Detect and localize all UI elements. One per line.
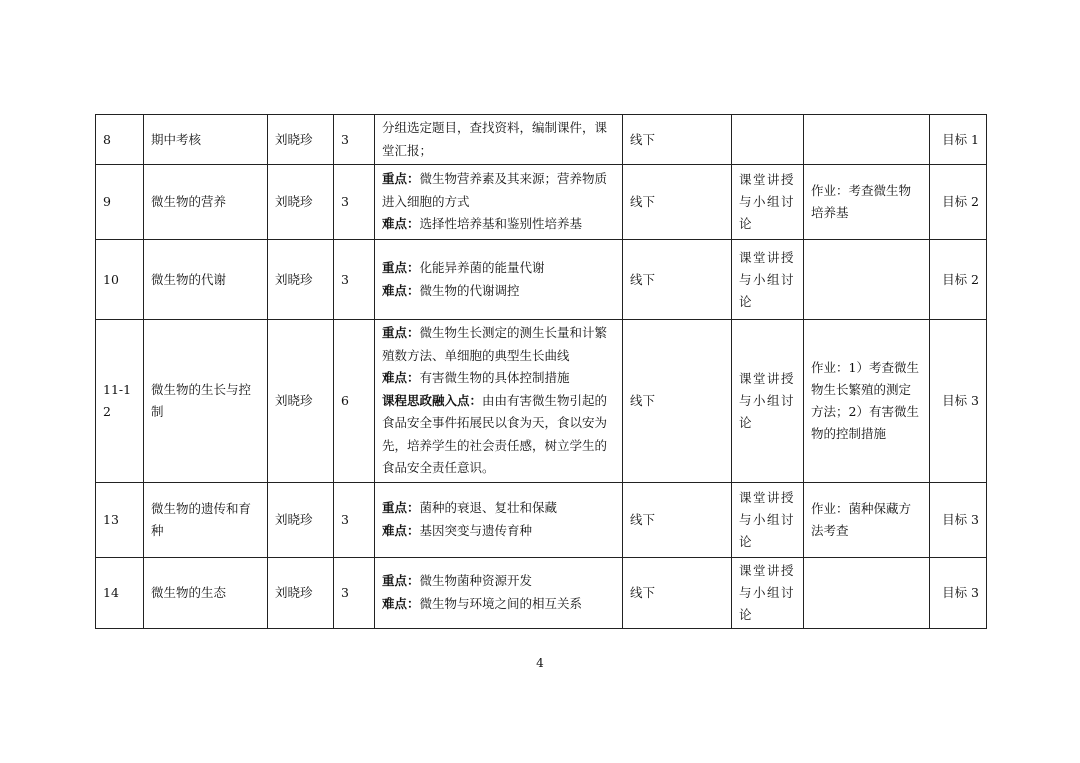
hours-cell: 3 xyxy=(334,115,375,165)
goal-cell: 目标 1 xyxy=(930,115,987,165)
week-number-cell: 10 xyxy=(96,240,144,320)
content-line xyxy=(382,322,615,367)
assessment-cell: 作业：菌种保藏方法考查 xyxy=(804,482,930,557)
content-text: 微生物营养素及其来源；营养物质进入细胞的方式 xyxy=(382,171,608,209)
assessment-cell xyxy=(804,557,930,628)
teacher-cell: 刘晓珍 xyxy=(268,240,334,320)
content-line xyxy=(382,520,615,543)
table-row xyxy=(96,557,987,628)
hours-cell: 6 xyxy=(334,320,375,483)
content-line xyxy=(382,593,615,616)
content-cell xyxy=(375,482,623,557)
content-text: 基因突变与遗传育种 xyxy=(419,522,533,538)
content-line xyxy=(382,497,615,520)
goal-cell: 目标 3 xyxy=(930,557,987,628)
content-text: 化能异养菌的能量代谢 xyxy=(419,260,545,275)
content-label: 重点： xyxy=(382,325,420,340)
goal-cell: 目标 3 xyxy=(930,482,987,557)
teacher-cell: 刘晓珍 xyxy=(268,482,334,557)
week-number-cell: 13 xyxy=(96,482,144,557)
content-label: 重点： xyxy=(382,171,420,187)
mode-cell: 线下 xyxy=(623,557,732,628)
week-number-cell: 11-12 xyxy=(96,320,144,483)
course-schedule-table xyxy=(95,114,987,629)
content-line xyxy=(382,168,615,213)
assessment-cell: 作业：1）考查微生物生长繁殖的测定方法；2）有害微生物的控制措施 xyxy=(804,320,930,483)
mode-cell: 线下 xyxy=(623,165,732,240)
content-line xyxy=(382,367,615,390)
topic-cell: 微生物的生长与控制 xyxy=(144,320,268,483)
assessment-cell xyxy=(804,115,930,165)
assessment-cell xyxy=(804,240,930,320)
topic-cell: 微生物的生态 xyxy=(144,557,268,628)
topic-cell: 微生物的营养 xyxy=(144,165,268,240)
content-text: 微生物菌种资源开发 xyxy=(419,573,533,588)
content-cell xyxy=(375,320,623,483)
content-text: 由由有害微生物引起的食品安全事件拓展民以食为天，食以安为先，培养学生的社会责任感，树立学生的食品安全责任意识。 xyxy=(382,392,608,475)
teacher-cell: 刘晓珍 xyxy=(268,320,334,483)
week-number-cell: 14 xyxy=(96,557,144,628)
content-label: 重点： xyxy=(382,260,420,275)
content-cell xyxy=(375,557,623,628)
week-number-cell: 9 xyxy=(96,165,144,240)
method-cell: 课堂讲授与小组讨论 xyxy=(732,320,804,483)
content-label: 课程思政融入点： xyxy=(382,392,483,408)
mode-cell: 线下 xyxy=(623,115,732,165)
content-text: 选择性培养基和鉴别性培养基 xyxy=(419,216,583,232)
teacher-cell: 刘晓珍 xyxy=(268,115,334,165)
content-text: 微生物的代谢调控 xyxy=(419,282,520,298)
hours-cell: 3 xyxy=(334,240,375,320)
table-body xyxy=(96,115,987,629)
teacher-cell: 刘晓珍 xyxy=(268,165,334,240)
mode-cell: 线下 xyxy=(623,240,732,320)
content-label: 难点： xyxy=(382,595,420,611)
method-cell: 课堂讲授与小组讨论 xyxy=(732,482,804,557)
content-text: 有害微生物的具体控制措施 xyxy=(419,370,570,385)
content-cell xyxy=(375,165,623,240)
goal-cell: 目标 3 xyxy=(930,320,987,483)
content-line xyxy=(382,390,615,480)
hours-cell: 3 xyxy=(334,557,375,628)
goal-cell: 目标 2 xyxy=(930,240,987,320)
content-label: 重点： xyxy=(382,573,420,588)
topic-cell: 期中考核 xyxy=(144,115,268,165)
table-row xyxy=(96,320,987,483)
week-number-cell: 8 xyxy=(96,115,144,165)
content-label: 重点： xyxy=(382,500,420,515)
content-cell xyxy=(375,115,623,165)
hours-cell: 3 xyxy=(334,165,375,240)
teacher-cell: 刘晓珍 xyxy=(268,557,334,628)
content-text: 菌种的衰退、复壮和保藏 xyxy=(419,500,558,515)
assessment-cell: 作业：考查微生物培养基 xyxy=(804,165,930,240)
content-line xyxy=(382,117,615,162)
content-text: 微生物生长测定的测生长量和计繁殖数方法、单细胞的典型生长曲线 xyxy=(382,325,608,363)
table-row xyxy=(96,165,987,240)
method-cell: 课堂讲授与小组讨论 xyxy=(732,240,804,320)
mode-cell: 线下 xyxy=(623,482,732,557)
table-row xyxy=(96,115,987,165)
content-text: 微生物与环境之间的相互关系 xyxy=(419,595,583,611)
content-text: 分组选定题目，查找资料，编制课件，课堂汇报； xyxy=(382,120,608,158)
content-label: 难点： xyxy=(382,216,420,232)
content-cell xyxy=(375,240,623,320)
method-cell: 课堂讲授与小组讨论 xyxy=(732,165,804,240)
content-line xyxy=(382,280,615,303)
content-line xyxy=(382,257,615,280)
table-row xyxy=(96,482,987,557)
topic-cell: 微生物的代谢 xyxy=(144,240,268,320)
content-label: 难点： xyxy=(382,522,420,538)
method-cell: 课堂讲授与小组讨论 xyxy=(732,557,804,628)
content-label: 难点： xyxy=(382,370,420,385)
goal-cell: 目标 2 xyxy=(930,165,987,240)
content-label: 难点： xyxy=(382,282,420,298)
table-row xyxy=(96,240,987,320)
page-number: 4 xyxy=(536,656,544,670)
content-line xyxy=(382,570,615,593)
content-line xyxy=(382,213,615,236)
topic-cell: 微生物的遗传和育种 xyxy=(144,482,268,557)
method-cell xyxy=(732,115,804,165)
hours-cell: 3 xyxy=(334,482,375,557)
mode-cell: 线下 xyxy=(623,320,732,483)
